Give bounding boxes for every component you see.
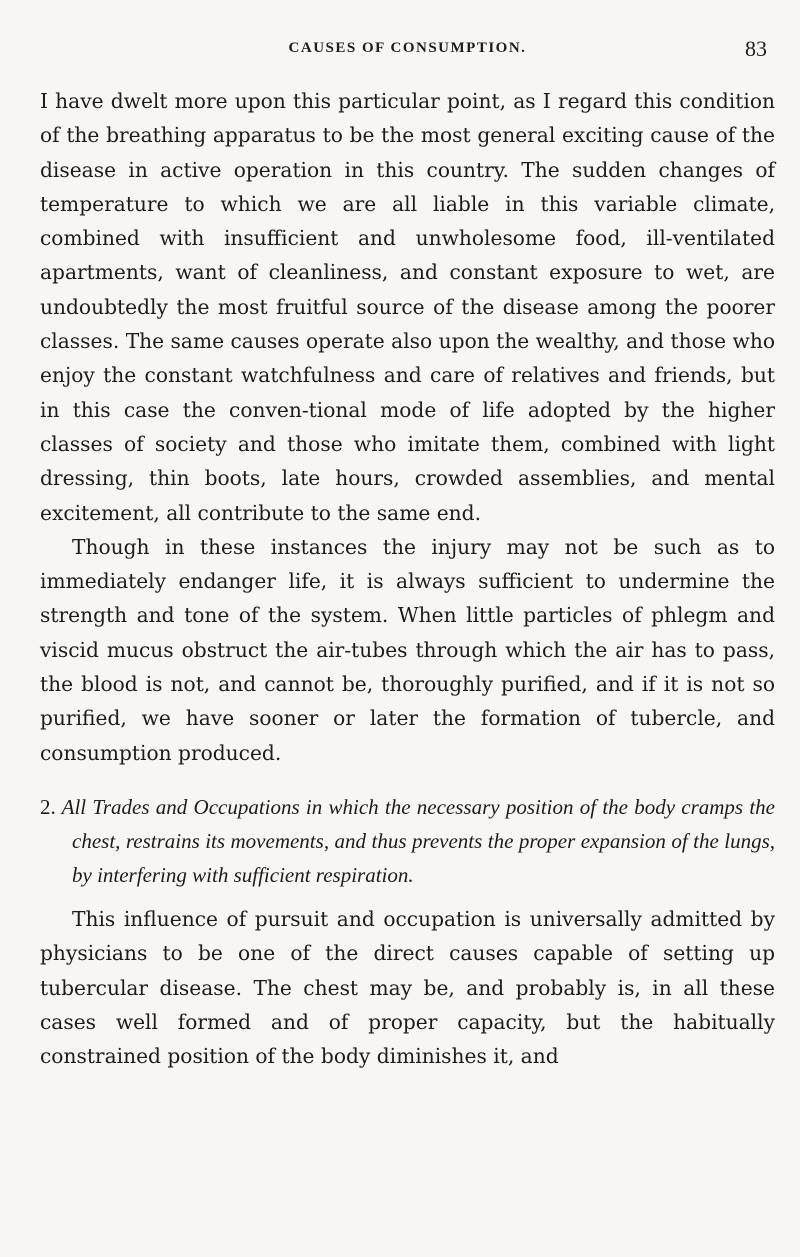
body-text: [40, 84, 775, 1073]
section-heading-text: All Trades and Occupations in which the necessary position of the body cramps the chest, restrains its movements, and thus prevents the proper expansion of the lungs, by interfering with sufficient respiration.: [61, 794, 776, 887]
paragraph-2: Though in these instances the injury may not be such as to immediately endanger life, it is always sufficient to undermine the strength and tone of the system. When little particles of phlegm and viscid mucus obstruct the air-tubes through which the air has to pass, the blood is not, and cannot be, thoroughly purified, and if it is not so purified, we have sooner or later the formation of tubercle, and consumption produced.: [40, 534, 775, 765]
running-title: CAUSES OF CONSUMPTION.: [288, 40, 527, 56]
paragraph-1: I have dwelt more upon this particular point, as I regard this condition of the breathing apparatus to be the most general exciting cause of the disease in active operation in this country. The sudden changes of temperature to which we are all liable in this variable climate, combined with insufficient and unwholesome food, ill-ventilated apartments, want of cleanliness, and constant exposure to wet, are undoubtedly the most fruitful source of the disease among the poorer classes. The same causes operate also upon the wealthy, and those who enjoy the constant watchfulness and care of relatives and friends, but in this case the conven-tional mode of life adopted by the higher classes of society and those who imitate them, combined with light dressing, thin boots, late hours, crowded assemblies, and mental excitement, all contribute to the same end.: [40, 89, 775, 525]
running-head: [40, 36, 775, 64]
page-number: 83: [745, 36, 767, 61]
paragraph-3: This influence of pursuit and occupation is universally admitted by physicians to be one of the direct causes capable of setting up tubercular disease. The chest may be, and probably is, in all these cases well formed and of proper capacity, but the habitually constrained position of the body diminishes it, and: [40, 906, 775, 1069]
section-number: 2.: [40, 794, 56, 819]
section-heading: [40, 790, 775, 892]
